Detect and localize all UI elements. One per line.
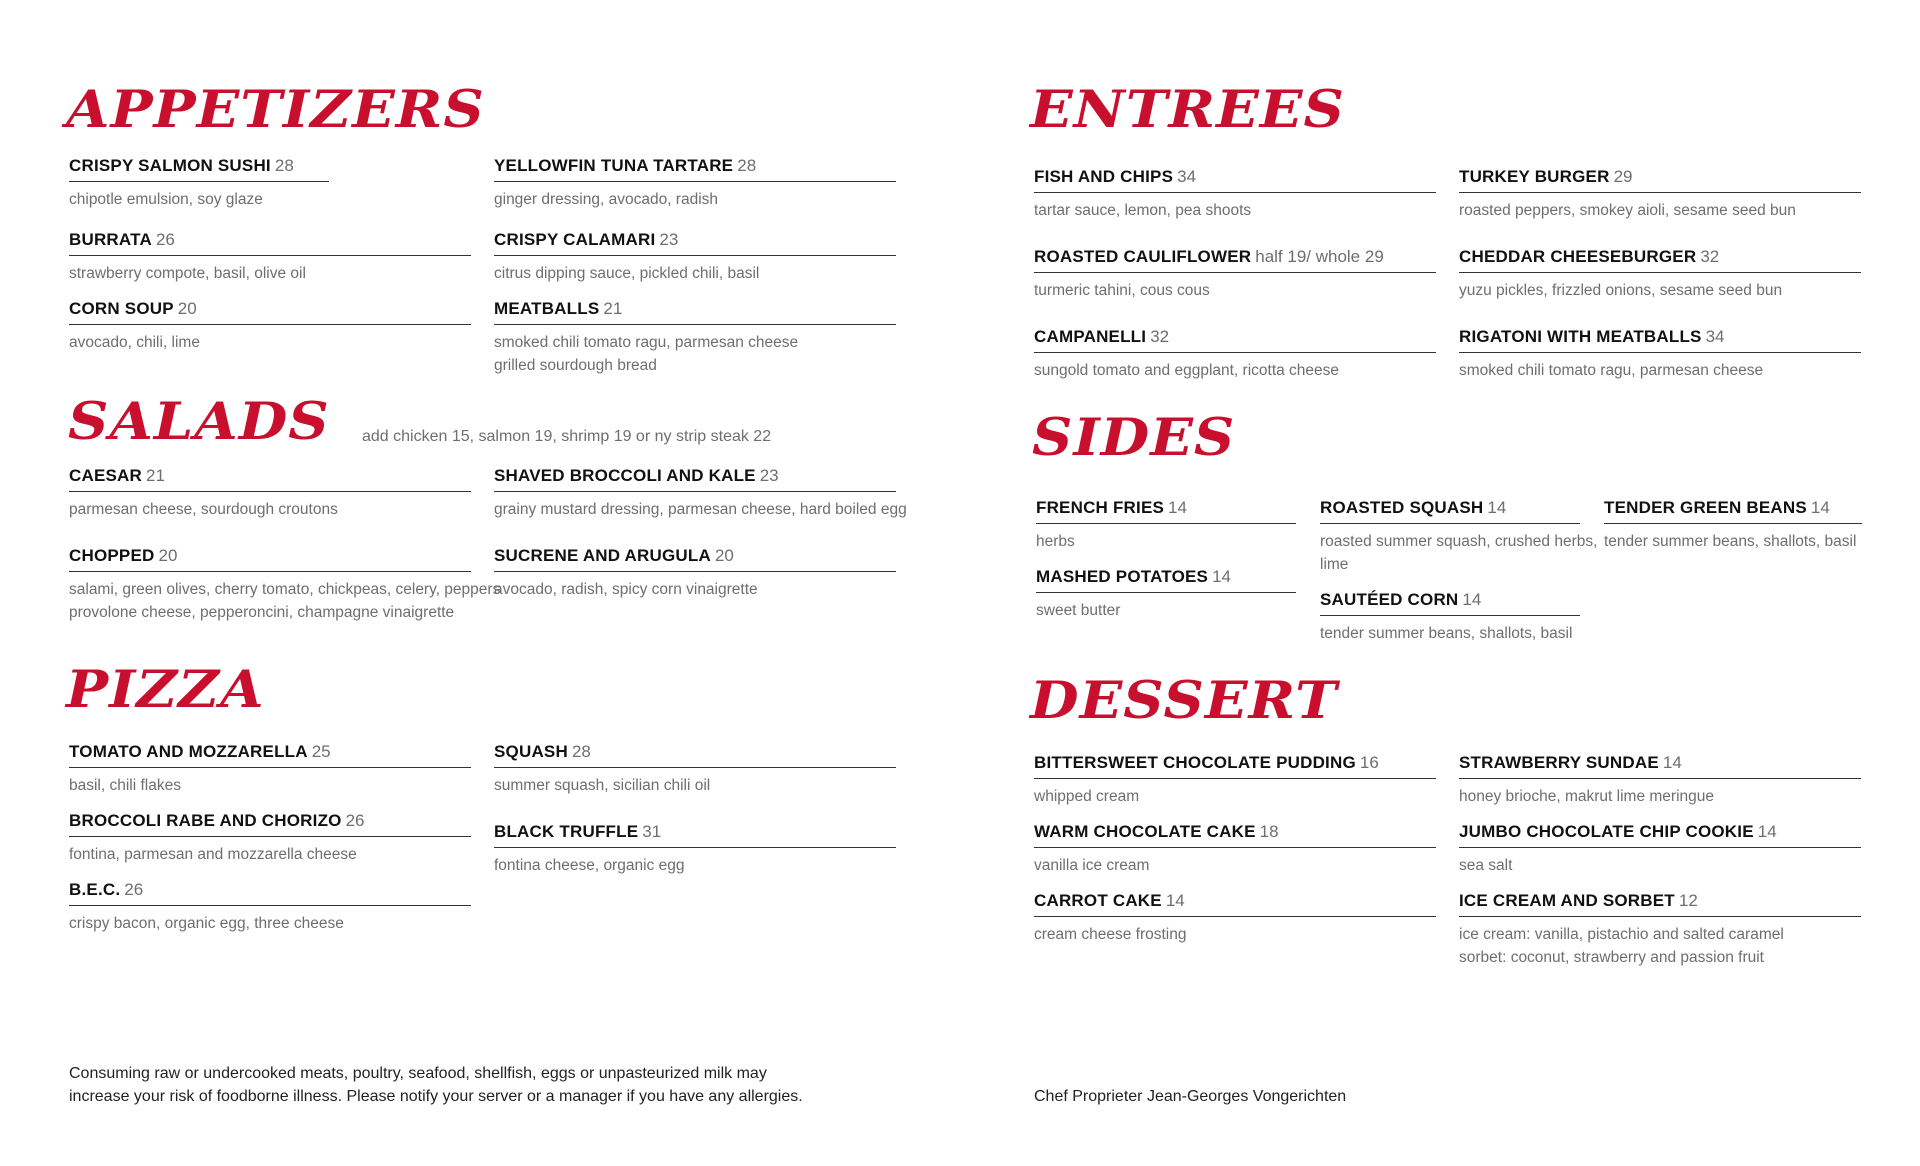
entrees-title: ENTREES: [1030, 79, 1345, 140]
menu-item-cheddar-cheeseburger: [1459, 245, 1861, 302]
item-name: BROCCOLI RABE AND CHORIZO: [69, 811, 342, 830]
item-description: sungold tomato and eggplant, ricotta cheese: [1034, 362, 1340, 379]
item-name: FRENCH FRIES: [1036, 498, 1165, 517]
item-price: 34: [1705, 327, 1725, 346]
item-description: chipotle emulsion, soy glaze: [69, 191, 263, 208]
item-price: 20: [714, 546, 734, 565]
menu-item-roasted-squash: [1320, 496, 1598, 576]
item-name: SAUTÉED CORN: [1320, 590, 1459, 609]
item-description: roasted summer squash, crushed herbs,: [1320, 533, 1598, 550]
item-name: CAESAR: [69, 466, 142, 485]
item-description: avocado, radish, spicy corn vinaigrette: [494, 581, 758, 598]
item-name: CORN SOUP: [69, 299, 174, 318]
menu-item-jumbo-chocolate-chip-cookie: [1459, 820, 1861, 877]
item-description: tender summer beans, shallots, basil: [1604, 533, 1857, 550]
item-description: tender summer beans, shallots, basil: [1320, 625, 1573, 642]
menu-item-sauteed-corn: [1320, 588, 1580, 645]
item-price: 14: [1165, 891, 1185, 910]
item-price: 20: [158, 546, 178, 565]
menu-item-burrata: [69, 228, 471, 285]
item-description: tartar sauce, lemon, pea shoots: [1034, 202, 1252, 219]
item-price: 34: [1177, 167, 1197, 186]
item-price: 14: [1168, 498, 1187, 517]
item-price: 14: [1462, 590, 1482, 609]
item-description: vanilla ice cream: [1034, 857, 1150, 874]
item-price: 32: [1150, 327, 1170, 346]
item-price: half 19/ whole 29: [1255, 247, 1384, 266]
item-price: 23: [659, 230, 679, 249]
item-description: crispy bacon, organic egg, three cheese: [69, 915, 344, 932]
menu-item-yellowfin-tuna-tartare: [494, 154, 896, 211]
item-description: herbs: [1036, 533, 1075, 550]
item-name: CARROT CAKE: [1034, 891, 1162, 910]
item-name: RIGATONI WITH MEATBALLS: [1459, 327, 1702, 346]
item-price: 14: [1662, 753, 1682, 772]
item-description: sorbet: coconut, strawberry and passion fruit: [1459, 949, 1764, 966]
item-description: sea salt: [1459, 857, 1513, 874]
item-name: BURRATA: [69, 230, 152, 249]
salads-title: SALADS: [68, 391, 330, 452]
item-description: provolone cheese, pepperoncini, champagne vinaigrette: [69, 604, 455, 621]
item-name: JUMBO CHOCOLATE CHIP COOKIE: [1459, 822, 1754, 841]
item-description: parmesan cheese, sourdough croutons: [69, 501, 338, 518]
menu-item-squash: [494, 740, 896, 797]
item-price: 28: [737, 156, 757, 175]
item-name: SUCRENE AND ARUGULA: [494, 546, 711, 565]
item-price: 26: [345, 811, 365, 830]
item-description: smoked chili tomato ragu, parmesan cheese: [494, 334, 799, 351]
item-price: 26: [124, 880, 144, 899]
menu-item-ice-cream-and-sorbet: [1459, 889, 1861, 969]
item-name: WARM CHOCOLATE CAKE: [1034, 822, 1256, 841]
item-name: TOMATO AND MOZZARELLA: [69, 742, 308, 761]
chef-credit: Chef Proprieter Jean-Georges Vongerichten: [1034, 1088, 1347, 1105]
item-price: 14: [1487, 498, 1507, 517]
menu-item-crispy-salmon-sushi: [69, 154, 329, 211]
menu-item-fish-and-chips: [1034, 165, 1436, 222]
item-price: 21: [603, 299, 623, 318]
menu-item-meatballs: [494, 297, 896, 377]
dessert-title: DESSERT: [1030, 670, 1338, 731]
item-price: 31: [642, 822, 662, 841]
item-name: STRAWBERRY SUNDAE: [1459, 753, 1659, 772]
item-description: lime: [1320, 556, 1349, 573]
menu-item-strawberry-sundae: [1459, 751, 1861, 808]
item-description: ginger dressing, avocado, radish: [494, 191, 719, 208]
item-description: avocado, chili, lime: [69, 334, 200, 351]
item-price: 28: [571, 742, 591, 761]
menu-item-broccoli-rabe-and-chorizo: [69, 809, 471, 866]
item-description: cream cheese frosting: [1034, 926, 1187, 943]
item-name: CRISPY SALMON SUSHI: [69, 156, 271, 175]
item-price: 21: [146, 466, 165, 485]
item-name: TURKEY BURGER: [1459, 167, 1610, 186]
allergy-disclaimer: [69, 1062, 803, 1108]
disclaimer-line: increase your risk of foodborne illness. Please notify your server or a manager if you have any allergies.: [69, 1088, 803, 1105]
item-name: BLACK TRUFFLE: [494, 822, 639, 841]
menu-item-warm-chocolate-cake: [1034, 820, 1436, 877]
menu-item-black-truffle: [494, 820, 896, 877]
item-description: roasted peppers, smokey aioli, sesame seed bun: [1459, 202, 1796, 219]
item-price: 26: [155, 230, 175, 249]
pizza-title: PIZZA: [66, 659, 265, 720]
item-description: salami, green olives, cherry tomato, chickpeas, celery, peppers: [69, 581, 501, 598]
menu-item-shaved-broccoli-and-kale: [494, 464, 907, 521]
item-price: 23: [759, 466, 779, 485]
salads-add-on-note: add chicken 15, salmon 19, shrimp 19 or ny strip steak 22: [362, 428, 772, 445]
item-description: whipped cream: [1034, 788, 1140, 805]
item-price: 28: [274, 156, 294, 175]
item-description: grilled sourdough bread: [494, 357, 657, 374]
item-name: FISH AND CHIPS: [1034, 167, 1174, 186]
menu-item-mashed-potatoes: [1036, 565, 1296, 622]
item-description: citrus dipping sauce, pickled chili, basil: [494, 265, 760, 282]
item-name: YELLOWFIN TUNA TARTARE: [494, 156, 734, 175]
item-name: CHOPPED: [69, 546, 155, 565]
menu-item-bec: [69, 878, 471, 935]
menu-item-french-fries: [1036, 496, 1296, 553]
item-description: ice cream: vanilla, pistachio and salted caramel: [1459, 926, 1784, 943]
item-description: grainy mustard dressing, parmesan cheese, hard boiled egg: [494, 501, 907, 518]
item-name: SQUASH: [494, 742, 568, 761]
item-description: honey brioche, makrut lime meringue: [1459, 788, 1715, 805]
menu-item-chopped: [69, 544, 501, 624]
item-price: 20: [177, 299, 197, 318]
menu-item-turkey-burger: [1459, 165, 1861, 222]
item-price: 18: [1259, 822, 1279, 841]
menu-item-bittersweet-chocolate-pudding: [1034, 751, 1436, 808]
item-name: B.E.C.: [69, 880, 121, 899]
menu-item-roasted-cauliflower: [1034, 245, 1436, 302]
item-description: basil, chili flakes: [69, 777, 181, 794]
item-description: fontina cheese, organic egg: [494, 857, 685, 874]
item-name: SHAVED BROCCOLI AND KALE: [494, 466, 756, 485]
item-price: 16: [1359, 753, 1379, 772]
item-name: TENDER GREEN BEANS: [1604, 498, 1807, 517]
item-description: summer squash, sicilian chili oil: [494, 777, 711, 794]
item-name: MEATBALLS: [494, 299, 600, 318]
menu-item-corn-soup: [69, 297, 471, 354]
item-name: BITTERSWEET CHOCOLATE PUDDING: [1034, 753, 1356, 772]
item-price: 14: [1212, 567, 1231, 586]
item-name: CRISPY CALAMARI: [494, 230, 656, 249]
item-price: 29: [1613, 167, 1633, 186]
item-description: turmeric tahini, cous cous: [1034, 282, 1210, 299]
item-description: fontina, parmesan and mozzarella cheese: [69, 846, 357, 863]
menu-item-crispy-calamari: [494, 228, 896, 285]
item-description: yuzu pickles, frizzled onions, sesame seed bun: [1459, 282, 1783, 299]
item-price: 14: [1757, 822, 1777, 841]
item-description: sweet butter: [1036, 602, 1121, 619]
item-name: MASHED POTATOES: [1036, 567, 1209, 586]
menu-item-tomato-and-mozzarella: [69, 740, 471, 797]
item-name: ROASTED SQUASH: [1320, 498, 1484, 517]
item-price: 12: [1678, 891, 1698, 910]
menu-item-caesar: [69, 464, 471, 521]
item-price: 25: [311, 742, 331, 761]
menu-item-sucrene-and-arugula: [494, 544, 896, 601]
item-price: 14: [1810, 498, 1830, 517]
menu-item-tender-green-beans: [1604, 496, 1862, 553]
sides-title: SIDES: [1032, 407, 1236, 468]
item-description: smoked chili tomato ragu, parmesan cheese: [1459, 362, 1764, 379]
item-description: strawberry compote, basil, olive oil: [69, 265, 306, 282]
item-name: ROASTED CAULIFLOWER: [1034, 247, 1252, 266]
menu-item-campanelli: [1034, 325, 1436, 382]
item-name: CAMPANELLI: [1034, 327, 1147, 346]
disclaimer-line: Consuming raw or undercooked meats, poultry, seafood, shellfish, eggs or unpasteurized milk may: [69, 1065, 767, 1082]
appetizers-title: APPETIZERS: [66, 79, 485, 140]
item-price: 32: [1700, 247, 1720, 266]
item-name: ICE CREAM AND SORBET: [1459, 891, 1675, 910]
item-name: CHEDDAR CHEESEBURGER: [1459, 247, 1697, 266]
menu-item-carrot-cake: [1034, 889, 1436, 946]
menu-item-rigatoni-with-meatballs: [1459, 325, 1861, 382]
